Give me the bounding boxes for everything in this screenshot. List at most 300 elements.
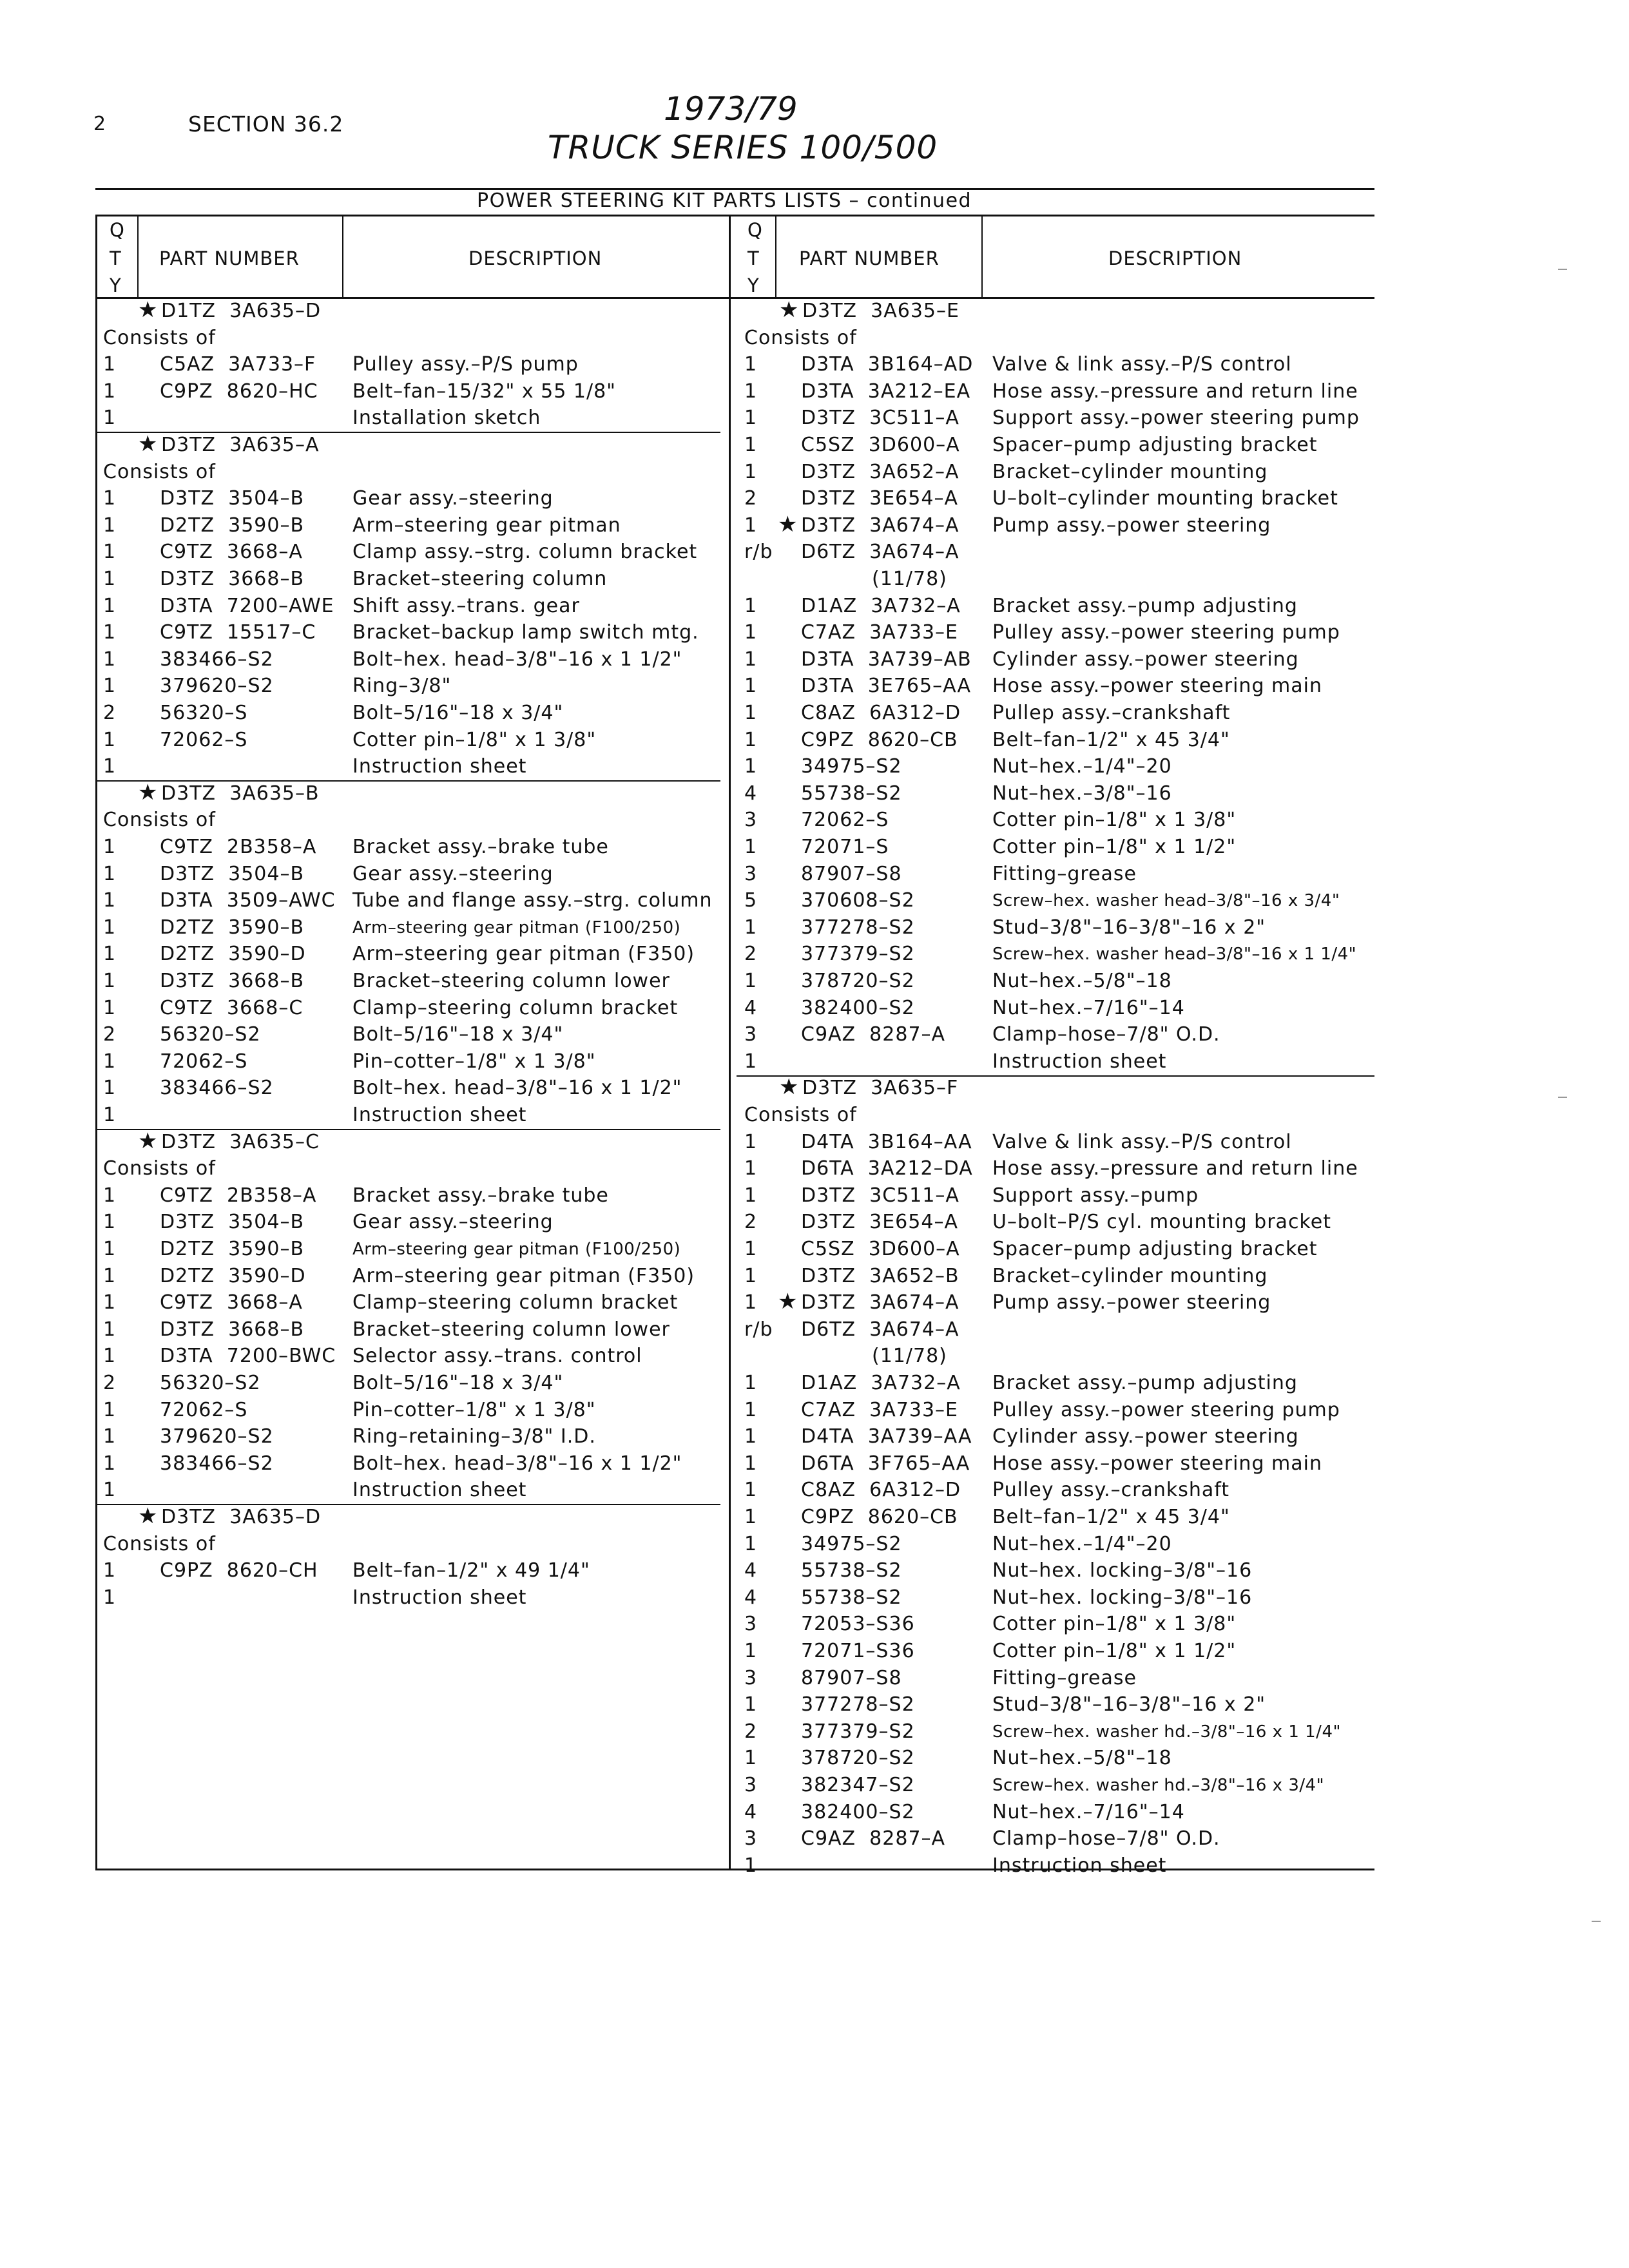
description-cell: Gear assy.–steering: [352, 862, 554, 885]
description-cell: Pump assy.–power steering: [992, 1291, 1271, 1314]
description-cell: Bracket assy.–brake tube: [352, 836, 609, 858]
description-cell: Bolt–5/16"–18 x 3/4": [352, 702, 564, 724]
description-cell: Stud–3/8"–16–3/8"–16 x 2": [992, 1693, 1266, 1716]
qty-cell: 2: [103, 1372, 117, 1394]
margin-mark: [1558, 269, 1567, 270]
qty-cell: 1: [103, 568, 117, 590]
description-cell: Bracket assy.–brake tube: [352, 1184, 609, 1207]
qty-cell: 1: [103, 1586, 117, 1609]
kit-part-number: D3TZ 3A635–D: [161, 1506, 322, 1528]
left-qty-rule: [137, 215, 139, 298]
description-cell: Belt–fan–1/2" x 49 1/4": [352, 1559, 590, 1582]
description-cell: Hose assy.–pressure and return line: [992, 380, 1358, 403]
part-number-cell: D6TA 3F765–AA: [801, 1452, 970, 1475]
description-cell: Nut–hex.–5/8"–18: [992, 1747, 1172, 1770]
qty-cell: 1: [744, 514, 758, 537]
qty-cell: 1: [103, 1425, 117, 1448]
qty-cell: 1: [103, 380, 117, 403]
part-number-cell: 377379–S2: [801, 943, 915, 966]
description-cell: Pullep assy.–crankshaft: [992, 702, 1231, 724]
part-number-cell: 34975–S2: [801, 755, 902, 778]
description-cell: Hose assy.–power steering main: [992, 675, 1322, 698]
qty-cell: 1: [103, 594, 117, 617]
qty-cell: 1: [744, 755, 758, 778]
margin-mark: [1592, 1921, 1601, 1922]
qty-cell: 1: [744, 434, 758, 456]
qty-cell: 1: [744, 1532, 758, 1555]
qty-cell: 1: [103, 996, 117, 1019]
qty-cell: 1: [744, 1693, 758, 1716]
description-cell: Nut–hex. locking–3/8"–16: [992, 1586, 1253, 1609]
description-cell: Nut–hex. locking–3/8"–16: [992, 1559, 1253, 1582]
left-frame: [95, 215, 97, 1870]
description-cell: Bolt–hex. head–3/8"–16 x 1 1/2": [352, 1077, 682, 1100]
part-number-cell: C9TZ 2B358–A: [160, 836, 317, 858]
part-number-cell: 34975–S2: [801, 1532, 902, 1555]
part-number-cell: D3TZ 3E654–A: [801, 1211, 958, 1234]
part-number-cell: 56320–S2: [160, 1372, 261, 1394]
description-cell: Bracket–cylinder mounting: [992, 460, 1268, 483]
left-desc-header: DESCRIPTION: [468, 247, 602, 269]
description-cell: Clamp assy.–strg. column bracket: [352, 541, 698, 564]
part-number-cell: 378720–S2: [801, 970, 915, 992]
left-part-header: PART NUMBER: [159, 247, 300, 269]
qty-cell: 1: [103, 889, 117, 912]
description-cell: Pulley assy.–power steering pump: [992, 621, 1340, 644]
part-number-cell: C5AZ 3A733–F: [160, 353, 316, 376]
description-cell: Clamp–steering column bracket: [352, 1291, 679, 1314]
qty-cell: 3: [744, 1774, 758, 1796]
part-number-cell: D3TZ 3668–B: [160, 568, 305, 590]
description-cell: Bracket assy.–pump adjusting: [992, 1372, 1298, 1394]
part-number-cell: 55738–S2: [801, 1559, 902, 1582]
qty-cell: 1: [103, 407, 117, 430]
description-cell: Instruction sheet: [352, 1586, 527, 1609]
part-number-cell: D4TA 3B164–AA: [801, 1130, 972, 1153]
qty-cell: 5: [744, 889, 758, 912]
star-icon: ★: [138, 1503, 159, 1529]
description-cell: Tube and flange assy.–strg. column: [352, 889, 713, 912]
right-qty-rule: [775, 215, 776, 298]
description-cell: Ring–3/8": [352, 675, 452, 698]
qty-cell: 1: [744, 836, 758, 858]
description-cell: U–bolt–P/S cyl. mounting bracket: [992, 1211, 1331, 1234]
description-cell: Installation sketch: [352, 407, 541, 430]
description-cell: Instruction sheet: [992, 1854, 1167, 1877]
part-number-cell: D6TZ 3A674–A: [801, 541, 959, 564]
qty-cell: 2: [744, 487, 758, 510]
consists-of-label: [744, 1104, 857, 1126]
description-cell: Bracket–cylinder mounting: [992, 1264, 1268, 1287]
description-cell: Fitting–grease: [992, 1666, 1137, 1689]
description-cell: Arm–steering gear pitman (F350): [352, 1264, 695, 1287]
part-number-cell: 72062–S: [160, 728, 248, 751]
part-number-cell: D3TA 3B164–AD: [801, 353, 974, 376]
header-bottom-rule: [95, 297, 1374, 299]
star-icon: ★: [138, 297, 159, 323]
description-cell: Nut–hex.–7/16"–14: [992, 996, 1185, 1019]
description-cell: Nut–hex.–3/8"–16: [992, 782, 1172, 805]
center-divider: [729, 215, 731, 1870]
part-number-cell: D3TZ 3A652–B: [801, 1264, 959, 1287]
qty-cell: 1: [103, 836, 117, 858]
description-cell: Cylinder assy.–power steering: [992, 1425, 1299, 1448]
qty-cell: 1: [103, 728, 117, 751]
part-number-cell: C8AZ 6A312–D: [801, 702, 961, 724]
consists-of-text: Consists of: [744, 326, 857, 349]
qty-cell: 2: [744, 943, 758, 966]
description-cell: Pin–cotter–1/8" x 1 3/8": [352, 1050, 596, 1073]
qty-cell: 1: [744, 1854, 758, 1877]
qty-cell: 1: [103, 514, 117, 537]
left-qty-t: T: [110, 247, 122, 269]
qty-cell: 1: [103, 648, 117, 671]
description-cell: Pulley assy.–P/S pump: [352, 353, 579, 376]
description-cell: Spacer–pump adjusting bracket: [992, 1238, 1318, 1260]
part-number-cell: D3TZ 3A674–A: [801, 514, 959, 537]
description-cell: Cotter pin–1/8" x 1 3/8": [352, 728, 597, 751]
description-cell: Stud–3/8"–16–3/8"–16 x 2": [992, 916, 1266, 939]
description-cell: Pulley assy.–power steering pump: [992, 1398, 1340, 1421]
description-cell: Ring–retaining–3/8" I.D.: [352, 1425, 596, 1448]
part-number-cell: C9TZ 3668–C: [160, 996, 304, 1019]
part-number-cell: D3TZ 3C511–A: [801, 1184, 959, 1207]
description-cell: Screw–hex. washer hd.–3/8"–16 x 1 1/4": [992, 1722, 1341, 1742]
part-number-cell: C9AZ 8287–A: [801, 1827, 946, 1850]
qty-cell: 1: [103, 675, 117, 698]
part-number-cell: 370608–S2: [801, 889, 915, 912]
consists-of-label: [103, 809, 216, 831]
qty-cell: 1: [103, 970, 117, 992]
qty-cell: 1: [103, 755, 117, 778]
qty-cell: 1: [744, 916, 758, 939]
qty-cell: r/b: [744, 1318, 773, 1341]
description-cell: Bracket–steering column: [352, 568, 608, 590]
description-cell: Valve & link assy.–P/S control: [992, 1130, 1292, 1153]
description-cell: Bolt–5/16"–18 x 3/4": [352, 1372, 564, 1394]
consists-of-label: [103, 1157, 216, 1180]
part-number-cell: C9TZ 3668–A: [160, 541, 303, 564]
part-number-cell: C9PZ 8620–CB: [801, 728, 958, 751]
consists-of-label: [103, 461, 216, 483]
description-cell: Screw–hex. washer hd.–3/8"–16 x 3/4": [992, 1776, 1325, 1795]
description-cell: Bolt–hex. head–3/8"–16 x 1 1/2": [352, 1452, 682, 1475]
qty-cell: 1: [103, 621, 117, 644]
description-cell: Cotter pin–1/8" x 1 1/2": [992, 836, 1237, 858]
left-qty-q: Q: [110, 219, 125, 241]
qty-cell: 1: [103, 862, 117, 885]
table-bottom-rule: [95, 1869, 1374, 1870]
part-number-cell: D3TA 7200–BWC: [160, 1345, 336, 1368]
qty-cell: 1: [744, 1425, 758, 1448]
description-cell: Belt–fan–15/32" x 55 1/8": [352, 380, 616, 403]
description-cell: Hose assy.–power steering main: [992, 1452, 1322, 1475]
qty-cell: 1: [103, 1318, 117, 1341]
description-cell: Instruction sheet: [352, 1479, 527, 1502]
part-number-cell: D3TZ 3668–B: [160, 970, 305, 992]
description-cell: Pump assy.–power steering: [992, 514, 1271, 537]
consists-of-label: [744, 327, 857, 349]
qty-cell: 3: [744, 862, 758, 885]
part-number-cell: 383466–S2: [160, 648, 274, 671]
consists-of-text: Consists of: [103, 1157, 216, 1180]
part-number-cell: 55738–S2: [801, 782, 902, 805]
part-number-cell: D2TZ 3590–D: [160, 943, 306, 966]
part-number-cell: D3TZ 3504–B: [160, 862, 305, 885]
qty-cell: 1: [744, 648, 758, 671]
table-title: POWER STEERING KIT PARTS LISTS – continued: [477, 189, 972, 212]
qty-cell: 1: [744, 1157, 758, 1180]
part-number-cell: 55738–S2: [801, 1586, 902, 1609]
part-number-cell: C9PZ 8620–HC: [160, 380, 318, 403]
consists-of-text: Consists of: [103, 1532, 216, 1555]
year-range: 1973/79: [664, 90, 798, 128]
part-number-cell: 56320–S2: [160, 1023, 261, 1046]
qty-cell: 4: [744, 996, 758, 1019]
part-number-cell: C5SZ 3D600–A: [801, 1238, 960, 1260]
series-title: TRUCK SERIES 100/500: [548, 129, 938, 166]
description-cell: Bracket–backup lamp switch mtg.: [352, 621, 699, 644]
part-number-cell: D3TA 7200–AWE: [160, 594, 334, 617]
qty-cell: 2: [103, 702, 117, 724]
consists-of-label: [103, 1533, 216, 1555]
part-number-cell: D3TZ 3504–B: [160, 1211, 305, 1234]
description-cell: Arm–steering gear pitman (F100/250): [352, 918, 681, 937]
description-cell: Shift assy.–trans. gear: [352, 594, 580, 617]
description-cell: Spacer–pump adjusting bracket: [992, 434, 1318, 456]
part-number-cell: D3TZ 3A674–A: [801, 1291, 959, 1314]
part-number-cell: 379620–S2: [160, 675, 274, 698]
description-cell: Bolt–hex. head–3/8"–16 x 1 1/2": [352, 648, 682, 671]
part-number-cell: C5SZ 3D600–A: [801, 434, 960, 456]
description-cell: Gear assy.–steering: [352, 1211, 554, 1234]
kit-part-number: D3TZ 3A635–E: [802, 300, 959, 322]
part-number-cell: 72062–S: [801, 809, 889, 832]
qty-cell: 1: [103, 353, 117, 376]
qty-cell: 1: [744, 1452, 758, 1475]
qty-cell: 1: [744, 1398, 758, 1421]
part-number-cell: D1AZ 3A732–A: [801, 1372, 961, 1394]
qty-cell: 3: [744, 809, 758, 832]
part-number-cell: C7AZ 3A733–E: [801, 1398, 959, 1421]
part-number-cell: 377278–S2: [801, 916, 915, 939]
description-cell: Arm–steering gear pitman (F350): [352, 943, 695, 966]
right-qty-t: T: [747, 247, 760, 269]
consists-of-text: Consists of: [103, 326, 216, 349]
qty-cell: 1: [103, 1398, 117, 1421]
part-number-cell: 377379–S2: [801, 1720, 915, 1743]
description-cell: Nut–hex.–1/4"–20: [992, 755, 1172, 778]
part-number-cell: C8AZ 6A312–D: [801, 1479, 961, 1502]
part-number-cell: 379620–S2: [160, 1425, 274, 1448]
part-number-cell: 72062–S: [160, 1398, 248, 1421]
right-qty-y: Y: [747, 274, 760, 296]
description-cell: Clamp–hose–7/8" O.D.: [992, 1827, 1220, 1850]
part-number-cell: C7AZ 3A733–E: [801, 621, 959, 644]
description-cell: Nut–hex.–5/8"–18: [992, 970, 1172, 992]
part-number-cell: D6TA 3A212–DA: [801, 1157, 973, 1180]
qty-cell: 1: [744, 1130, 758, 1153]
part-number-cell: D6TZ 3A674–A: [801, 1318, 959, 1341]
description-cell: U–bolt–cylinder mounting bracket: [992, 487, 1338, 510]
kit-part-number: D3TZ 3A635–B: [161, 782, 320, 805]
qty-cell: 1: [744, 353, 758, 376]
qty-cell: 3: [744, 1827, 758, 1850]
description-cell: Arm–steering gear pitman: [352, 514, 621, 537]
part-number-cell: 382400–S2: [801, 996, 915, 1019]
right-part-header: PART NUMBER: [799, 247, 940, 269]
description-cell: Belt–fan–1/2" x 45 3/4": [992, 1506, 1230, 1528]
qty-cell: 1: [744, 1238, 758, 1260]
part-number-cell: D2TZ 3590–B: [160, 1238, 305, 1260]
description-cell: Clamp–steering column bracket: [352, 996, 679, 1019]
qty-cell: 2: [744, 1211, 758, 1234]
qty-cell: 1: [744, 970, 758, 992]
qty-cell: 1: [744, 1050, 758, 1073]
part-number-cell: 378720–S2: [801, 1747, 915, 1770]
part-number-cell: D3TZ 3E654–A: [801, 487, 958, 510]
qty-cell: 1: [103, 1559, 117, 1582]
description-cell: Cotter pin–1/8" x 1 1/2": [992, 1640, 1237, 1662]
qty-cell: 1: [744, 380, 758, 403]
qty-cell: 3: [744, 1613, 758, 1636]
description-cell: Gear assy.–steering: [352, 487, 554, 510]
qty-cell: 1: [744, 460, 758, 483]
part-number-cell: 72053–S36: [801, 1613, 915, 1636]
part-number-cell: D3TA 3509–AWC: [160, 889, 336, 912]
kit-part-number: D3TZ 3A635–C: [161, 1130, 320, 1153]
part-number-cell: (11/78): [872, 1345, 947, 1368]
qty-cell: 4: [744, 782, 758, 805]
qty-cell: 1: [103, 541, 117, 564]
right-desc-header: DESCRIPTION: [1108, 247, 1242, 269]
part-number-cell: D2TZ 3590–D: [160, 1264, 306, 1287]
part-number-cell: C9TZ 15517–C: [160, 621, 316, 644]
description-cell: Selector assy.–trans. control: [352, 1345, 642, 1368]
kit-part-number: D1TZ 3A635–D: [161, 300, 322, 322]
part-number-cell: 383466–S2: [160, 1452, 274, 1475]
qty-cell: 1: [744, 675, 758, 698]
qty-cell: 1: [744, 1747, 758, 1770]
description-cell: Pulley assy.–crankshaft: [992, 1479, 1230, 1502]
kit-part-number: D3TZ 3A635–A: [161, 434, 320, 456]
qty-cell: r/b: [744, 541, 773, 564]
star-icon: ★: [779, 1074, 800, 1100]
description-cell: Valve & link assy.–P/S control: [992, 353, 1292, 376]
qty-cell: 1: [744, 1372, 758, 1394]
description-cell: Belt–fan–1/2" x 45 3/4": [992, 728, 1230, 751]
description-cell: Bracket–steering column lower: [352, 970, 670, 992]
qty-cell: 3: [744, 1023, 758, 1046]
section-label: SECTION 36.2: [188, 111, 344, 137]
part-number-cell: D3TA 3A212–EA: [801, 380, 971, 403]
qty-cell: 1: [103, 1238, 117, 1260]
qty-cell: 1: [103, 916, 117, 939]
description-cell: Screw–hex. washer head–3/8"–16 x 3/4": [992, 891, 1340, 911]
part-number-cell: D1AZ 3A732–A: [801, 594, 961, 617]
qty-cell: 1: [103, 1211, 117, 1234]
part-number-cell: C9TZ 3668–A: [160, 1291, 303, 1314]
part-number-cell: 56320–S: [160, 702, 248, 724]
consists-of-text: Consists of: [103, 460, 216, 483]
qty-cell: 1: [744, 1291, 758, 1314]
part-number-cell: 72071–S36: [801, 1640, 915, 1662]
qty-cell: 4: [744, 1800, 758, 1823]
page-number: 2: [93, 113, 106, 135]
part-number-cell: D2TZ 3590–B: [160, 916, 305, 939]
qty-cell: 1: [103, 1452, 117, 1475]
qty-cell: 1: [744, 1479, 758, 1502]
qty-cell: 1: [744, 594, 758, 617]
description-cell: Arm–steering gear pitman (F100/250): [352, 1240, 681, 1259]
part-number-cell: D3TZ 3C511–A: [801, 407, 959, 430]
description-cell: Instruction sheet: [352, 755, 527, 778]
right-part-rule: [981, 215, 983, 298]
description-cell: Nut–hex.–7/16"–14: [992, 1800, 1185, 1823]
left-qty-y: Y: [110, 274, 122, 296]
description-cell: Cylinder assy.–power steering: [992, 648, 1299, 671]
star-icon: ★: [138, 431, 159, 457]
description-cell: Nut–hex.–1/4"–20: [992, 1532, 1172, 1555]
star-icon: ★: [778, 511, 798, 537]
qty-cell: 1: [744, 621, 758, 644]
description-cell: Fitting–grease: [992, 862, 1137, 885]
part-number-cell: C9PZ 8620–CH: [160, 1559, 318, 1582]
part-number-cell: (11/78): [872, 568, 947, 590]
qty-cell: 1: [103, 1345, 117, 1368]
star-icon: ★: [138, 779, 159, 805]
description-cell: Bracket assy.–pump adjusting: [992, 594, 1298, 617]
left-part-rule: [342, 215, 343, 298]
part-number-cell: D3TZ 3668–B: [160, 1318, 305, 1341]
qty-cell: 1: [103, 1077, 117, 1100]
qty-cell: 4: [744, 1559, 758, 1582]
qty-cell: 1: [103, 1184, 117, 1207]
consists-of-label: [103, 327, 216, 349]
part-number-cell: C9PZ 8620–CB: [801, 1506, 958, 1528]
star-icon: ★: [138, 1128, 159, 1154]
part-number-cell: D4TA 3A739–AA: [801, 1425, 972, 1448]
header-top-rule: [95, 215, 1374, 216]
qty-cell: 3: [744, 1666, 758, 1689]
consists-of-text: Consists of: [103, 809, 216, 832]
description-cell: Screw–hex. washer head–3/8"–16 x 1 1/4": [992, 945, 1357, 965]
margin-mark: [1558, 1097, 1567, 1098]
part-number-cell: D2TZ 3590–B: [160, 514, 305, 537]
description-cell: Cotter pin–1/8" x 1 3/8": [992, 1613, 1237, 1636]
star-icon: ★: [779, 297, 800, 323]
part-number-cell: C9TZ 2B358–A: [160, 1184, 317, 1207]
description-cell: Cotter pin–1/8" x 1 3/8": [992, 809, 1237, 832]
description-cell: Support assy.–power steering pump: [992, 407, 1360, 430]
kit-part-number: D3TZ 3A635–F: [802, 1077, 959, 1100]
qty-cell: 1: [103, 1291, 117, 1314]
qty-cell: 2: [744, 1720, 758, 1743]
star-icon: ★: [778, 1289, 798, 1315]
qty-cell: 1: [103, 1104, 117, 1126]
description-cell: Pin–cotter–1/8" x 1 3/8": [352, 1398, 596, 1421]
part-number-cell: 382347–S2: [801, 1774, 915, 1796]
description-cell: Clamp–hose–7/8" O.D.: [992, 1023, 1220, 1046]
qty-cell: 1: [744, 1184, 758, 1207]
part-number-cell: 377278–S2: [801, 1693, 915, 1716]
part-number-cell: C9AZ 8287–A: [801, 1023, 946, 1046]
qty-cell: 2: [103, 1023, 117, 1046]
description-cell: Support assy.–pump: [992, 1184, 1199, 1207]
part-number-cell: 87907–S8: [801, 1666, 902, 1689]
consists-of-text: Consists of: [744, 1104, 857, 1126]
part-number-cell: 383466–S2: [160, 1077, 274, 1100]
